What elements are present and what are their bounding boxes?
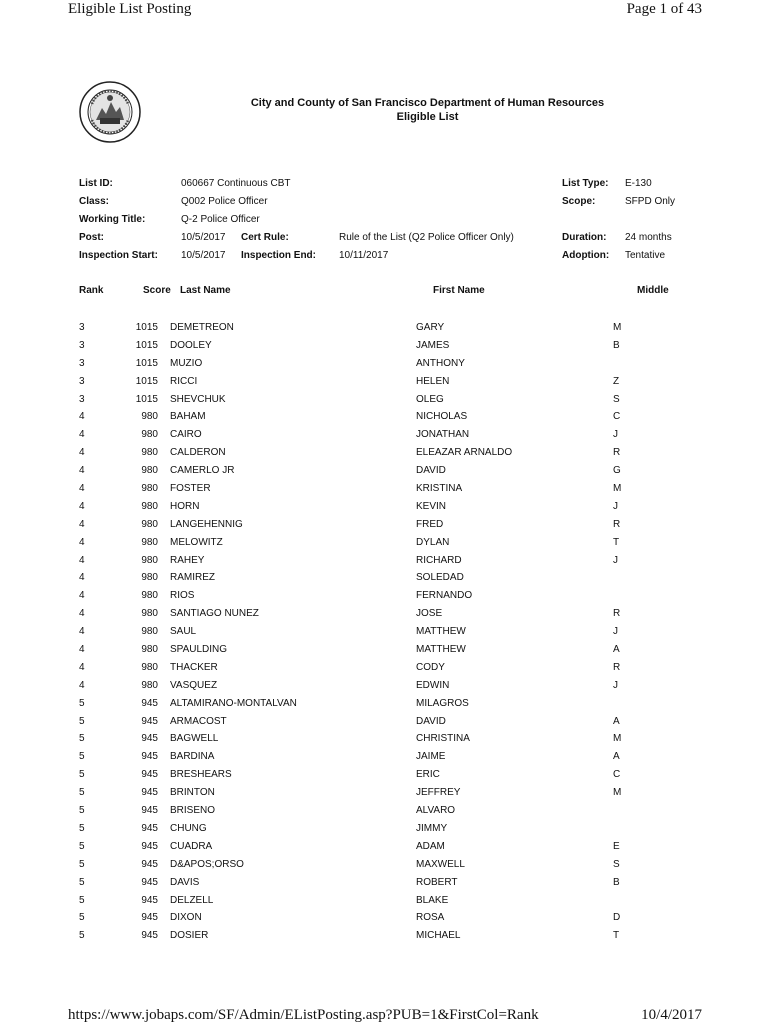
- print-footer-date: 10/4/2017: [641, 1007, 702, 1023]
- rank-cell: 5: [79, 769, 85, 781]
- score-cell: 945: [141, 930, 158, 942]
- rank-cell: 3: [79, 393, 85, 405]
- score-cell: 945: [141, 751, 158, 763]
- score-cell: 945: [141, 858, 158, 870]
- rank-cell: 3: [79, 339, 85, 351]
- rank-cell: 5: [79, 751, 85, 763]
- rank-cell: 4: [79, 608, 85, 620]
- last-name-cell: CAMERLO JR: [170, 465, 235, 477]
- duration-label: Duration:: [562, 232, 607, 243]
- first-name-cell: SOLEDAD: [416, 572, 464, 584]
- score-cell: 945: [141, 697, 158, 709]
- table-row: [0, 859, 770, 877]
- print-header-page-number: Page 1 of 43: [626, 1, 702, 17]
- first-name-cell: GARY: [416, 322, 445, 333]
- rank-cell: 4: [79, 554, 85, 566]
- last-name-cell: BRISENO: [170, 805, 216, 817]
- list-id-label: List ID:: [79, 178, 113, 189]
- table-row: [0, 394, 770, 412]
- middle-initial-cell: A: [613, 751, 620, 763]
- table-row: [0, 590, 770, 608]
- score-cell: 1015: [135, 375, 158, 387]
- table-row: [0, 555, 770, 573]
- rank-cell: 4: [79, 536, 85, 548]
- rank-cell: 5: [79, 876, 85, 888]
- last-name-cell: FOSTER: [170, 483, 211, 495]
- list-type-value: E-130: [625, 178, 652, 189]
- first-name-cell: RICHARD: [416, 554, 462, 566]
- rank-cell: 3: [79, 375, 85, 387]
- score-cell: 980: [141, 644, 158, 656]
- table-row: [0, 787, 770, 805]
- first-name-cell: OLEG: [416, 393, 444, 405]
- duration-value: 24 months: [625, 232, 672, 243]
- table-row: [0, 358, 770, 376]
- first-name-cell: ROSA: [416, 912, 445, 924]
- last-name-cell: DELZELL: [170, 894, 214, 906]
- table-row: [0, 608, 770, 626]
- table-row: [0, 644, 770, 662]
- rank-cell: 5: [79, 787, 85, 799]
- middle-initial-cell: S: [613, 393, 620, 405]
- score-cell: 980: [141, 679, 158, 691]
- score-cell: 980: [141, 411, 158, 423]
- last-name-cell: MUZIO: [170, 357, 203, 369]
- table-row: [0, 662, 770, 680]
- score-cell: 980: [141, 572, 158, 584]
- table-row: [0, 823, 770, 841]
- middle-initial-cell: T: [613, 536, 620, 548]
- first-name-cell: ERIC: [416, 769, 440, 781]
- last-name-cell: BARDINA: [170, 751, 215, 763]
- first-name-cell: KRISTINA: [416, 483, 463, 495]
- rank-cell: 5: [79, 840, 85, 852]
- middle-initial-cell: C: [613, 769, 621, 781]
- last-name-cell: SPAULDING: [170, 644, 228, 656]
- last-name-cell: D&APOS;ORSO: [170, 858, 244, 870]
- last-name-cell: CUADRA: [170, 840, 213, 852]
- table-row: [0, 733, 770, 751]
- middle-initial-cell: J: [613, 626, 618, 638]
- print-footer-url: https://www.jobaps.com/SF/Admin/EListPosting.asp?PUB=1&FirstCol=Rank: [68, 1007, 539, 1023]
- last-name-cell: BAGWELL: [170, 733, 219, 745]
- score-cell: 945: [141, 876, 158, 888]
- table-row: [0, 501, 770, 519]
- rank-cell: 5: [79, 822, 85, 834]
- score-cell: 945: [141, 840, 158, 852]
- inspection-end-label: Inspection End:: [241, 250, 316, 261]
- rank-cell: 5: [79, 715, 85, 727]
- score-cell: 980: [141, 536, 158, 548]
- first-name-cell: JAMES: [416, 339, 450, 351]
- table-row: [0, 805, 770, 823]
- table-row: [0, 537, 770, 555]
- score-cell: 945: [141, 805, 158, 817]
- rank-cell: 3: [79, 322, 85, 333]
- adoption-value: Tentative: [625, 250, 666, 261]
- last-name-cell: DOOLEY: [170, 339, 212, 351]
- last-name-cell: THACKER: [170, 661, 218, 673]
- adoption-label: Adoption:: [562, 250, 610, 261]
- table-row: [0, 483, 770, 501]
- scope-value: SFPD Only: [625, 196, 676, 207]
- middle-initial-cell: G: [613, 465, 621, 477]
- middle-initial-cell: J: [613, 554, 618, 566]
- first-name-cell: CHRISTINA: [416, 733, 470, 745]
- rank-cell: 5: [79, 858, 85, 870]
- first-name-cell: JONATHAN: [416, 429, 470, 441]
- rank-cell: 4: [79, 644, 85, 656]
- last-name-cell: VASQUEZ: [170, 679, 218, 691]
- middle-initial-cell: T: [613, 930, 620, 942]
- rank-cell: 4: [79, 429, 85, 441]
- table-row: [0, 751, 770, 769]
- middle-initial-cell: S: [613, 858, 620, 870]
- score-cell: 945: [141, 894, 158, 906]
- score-cell: 980: [141, 429, 158, 441]
- table-row: [0, 680, 770, 698]
- post-value: 10/5/2017: [181, 232, 226, 243]
- middle-initial-cell: J: [613, 500, 618, 512]
- column-header-middle: Middle: [637, 285, 669, 296]
- score-cell: 945: [141, 822, 158, 834]
- first-name-cell: ANTHONY: [416, 357, 465, 369]
- table-row: [0, 895, 770, 913]
- scope-label: Scope:: [562, 196, 596, 207]
- last-name-cell: SAUL: [170, 626, 197, 638]
- first-name-cell: JOSE: [416, 608, 443, 620]
- last-name-cell: SANTIAGO NUNEZ: [170, 608, 259, 620]
- first-name-cell: EDWIN: [416, 679, 450, 691]
- first-name-cell: JEFFREY: [416, 787, 461, 799]
- table-row: [0, 626, 770, 644]
- middle-initial-cell: C: [613, 411, 621, 423]
- middle-initial-cell: B: [613, 339, 620, 351]
- column-header-first-name: First Name: [433, 285, 485, 296]
- last-name-cell: DOSIER: [170, 930, 209, 942]
- middle-initial-cell: R: [613, 518, 621, 530]
- inspection-end-value: 10/11/2017: [339, 250, 389, 261]
- score-cell: 980: [141, 518, 158, 530]
- table-row: [0, 698, 770, 716]
- table-row: [0, 447, 770, 465]
- rank-cell: 5: [79, 930, 85, 942]
- score-cell: 945: [141, 912, 158, 924]
- column-header-last-name: Last Name: [180, 285, 231, 296]
- first-name-cell: MATTHEW: [416, 644, 466, 656]
- rank-cell: 4: [79, 465, 85, 477]
- score-cell: 980: [141, 500, 158, 512]
- middle-initial-cell: R: [613, 608, 621, 620]
- last-name-cell: CALDERON: [170, 447, 226, 459]
- middle-initial-cell: B: [613, 876, 620, 888]
- rank-cell: 5: [79, 912, 85, 924]
- last-name-cell: LANGEHENNIG: [170, 518, 243, 530]
- list-type-label: List Type:: [562, 178, 609, 189]
- score-cell: 980: [141, 465, 158, 477]
- middle-initial-cell: J: [613, 429, 618, 441]
- column-header-score: Score: [143, 285, 171, 296]
- score-cell: 945: [141, 769, 158, 781]
- table-row: [0, 340, 770, 358]
- middle-initial-cell: M: [613, 322, 622, 333]
- first-name-cell: ADAM: [416, 840, 445, 852]
- eligible-list-table: [0, 322, 770, 948]
- org-title: City and County of San Francisco Department of Human Resources: [250, 97, 605, 109]
- first-name-cell: MILAGROS: [416, 697, 469, 709]
- last-name-cell: BRINTON: [170, 787, 215, 799]
- score-cell: 980: [141, 661, 158, 673]
- score-cell: 1015: [135, 322, 158, 333]
- first-name-cell: DAVID: [416, 465, 446, 477]
- first-name-cell: MAXWELL: [416, 858, 465, 870]
- first-name-cell: JAIME: [416, 751, 446, 763]
- score-cell: 1015: [135, 393, 158, 405]
- column-header-rank: Rank: [79, 285, 104, 296]
- post-label: Post:: [79, 232, 104, 243]
- last-name-cell: RIOS: [170, 590, 195, 602]
- table-row: [0, 912, 770, 930]
- rank-cell: 4: [79, 447, 85, 459]
- table-row: [0, 716, 770, 734]
- first-name-cell: FERNANDO: [416, 590, 473, 602]
- middle-initial-cell: M: [613, 483, 622, 495]
- print-header-title: Eligible List Posting: [68, 1, 192, 17]
- rank-cell: 4: [79, 572, 85, 584]
- score-cell: 980: [141, 483, 158, 495]
- rank-cell: 4: [79, 626, 85, 638]
- inspection-start-label: Inspection Start:: [79, 250, 158, 261]
- working-title-value: Q-2 Police Officer: [181, 214, 260, 225]
- first-name-cell: BLAKE: [416, 894, 449, 906]
- rank-cell: 5: [79, 733, 85, 745]
- table-row: [0, 519, 770, 537]
- table-row: [0, 572, 770, 590]
- rank-cell: 4: [79, 661, 85, 673]
- score-cell: 980: [141, 608, 158, 620]
- rank-cell: 4: [79, 518, 85, 530]
- middle-initial-cell: M: [613, 787, 622, 799]
- first-name-cell: DYLAN: [416, 536, 450, 548]
- cert-rule-label: Cert Rule:: [241, 232, 289, 243]
- rank-cell: 5: [79, 805, 85, 817]
- last-name-cell: DEMETREON: [170, 322, 234, 333]
- working-title-label: Working Title:: [79, 214, 146, 225]
- table-row: [0, 429, 770, 447]
- middle-initial-cell: M: [613, 733, 622, 745]
- score-cell: 945: [141, 715, 158, 727]
- rank-cell: 3: [79, 357, 85, 369]
- last-name-cell: HORN: [170, 500, 200, 512]
- table-row: [0, 930, 770, 948]
- list-subtitle: Eligible List: [396, 111, 459, 123]
- last-name-cell: ALTAMIRANO-MONTALVAN: [170, 697, 297, 709]
- score-cell: 1015: [135, 339, 158, 351]
- rank-cell: 5: [79, 697, 85, 709]
- inspection-start-value: 10/5/2017: [181, 250, 226, 261]
- table-row: [0, 841, 770, 859]
- table-row: [0, 411, 770, 429]
- last-name-cell: DAVIS: [170, 876, 200, 888]
- last-name-cell: DIXON: [170, 912, 202, 924]
- middle-initial-cell: D: [613, 912, 621, 924]
- middle-initial-cell: R: [613, 661, 621, 673]
- last-name-cell: SHEVCHUK: [170, 393, 226, 405]
- score-cell: 945: [141, 787, 158, 799]
- city-seal-logo: [78, 80, 142, 144]
- score-cell: 1015: [135, 357, 158, 369]
- last-name-cell: ARMACOST: [170, 715, 227, 727]
- cert-rule-value: Rule of the List (Q2 Police Officer Only): [339, 232, 514, 243]
- table-row: [0, 769, 770, 787]
- table-row: [0, 877, 770, 895]
- rank-cell: 4: [79, 679, 85, 691]
- score-cell: 945: [141, 733, 158, 745]
- middle-initial-cell: R: [613, 447, 621, 459]
- last-name-cell: RAMIREZ: [170, 572, 215, 584]
- middle-initial-cell: A: [613, 715, 620, 727]
- rank-cell: 4: [79, 500, 85, 512]
- table-row: [0, 465, 770, 483]
- last-name-cell: CAIRO: [170, 429, 202, 441]
- rank-cell: 4: [79, 483, 85, 495]
- class-value: Q002 Police Officer: [181, 196, 268, 207]
- list-id-value: 060667 Continuous CBT: [181, 178, 291, 189]
- rank-cell: 4: [79, 411, 85, 423]
- rank-cell: 5: [79, 894, 85, 906]
- middle-initial-cell: E: [613, 840, 620, 852]
- first-name-cell: JIMMY: [416, 822, 448, 834]
- last-name-cell: MELOWITZ: [170, 536, 223, 548]
- table-row: [0, 322, 770, 340]
- score-cell: 980: [141, 554, 158, 566]
- last-name-cell: BAHAM: [170, 411, 206, 423]
- first-name-cell: CODY: [416, 661, 445, 673]
- document-title: [200, 96, 655, 124]
- last-name-cell: RAHEY: [170, 554, 205, 566]
- last-name-cell: CHUNG: [170, 822, 207, 834]
- first-name-cell: ALVARO: [416, 805, 456, 817]
- middle-initial-cell: Z: [613, 375, 620, 387]
- table-row: [0, 376, 770, 394]
- first-name-cell: MATTHEW: [416, 626, 466, 638]
- class-label: Class:: [79, 196, 110, 207]
- first-name-cell: ELEAZAR ARNALDO: [416, 447, 513, 459]
- first-name-cell: FRED: [416, 518, 444, 530]
- score-cell: 980: [141, 590, 158, 602]
- score-cell: 980: [141, 447, 158, 459]
- first-name-cell: MICHAEL: [416, 930, 461, 942]
- middle-initial-cell: J: [613, 679, 618, 691]
- last-name-cell: BRESHEARS: [170, 769, 232, 781]
- first-name-cell: ROBERT: [416, 876, 458, 888]
- middle-initial-cell: A: [613, 644, 620, 656]
- rank-cell: 4: [79, 590, 85, 602]
- score-cell: 980: [141, 626, 158, 638]
- last-name-cell: RICCI: [170, 375, 198, 387]
- first-name-cell: DAVID: [416, 715, 446, 727]
- first-name-cell: HELEN: [416, 375, 450, 387]
- first-name-cell: NICHOLAS: [416, 411, 468, 423]
- first-name-cell: KEVIN: [416, 500, 447, 512]
